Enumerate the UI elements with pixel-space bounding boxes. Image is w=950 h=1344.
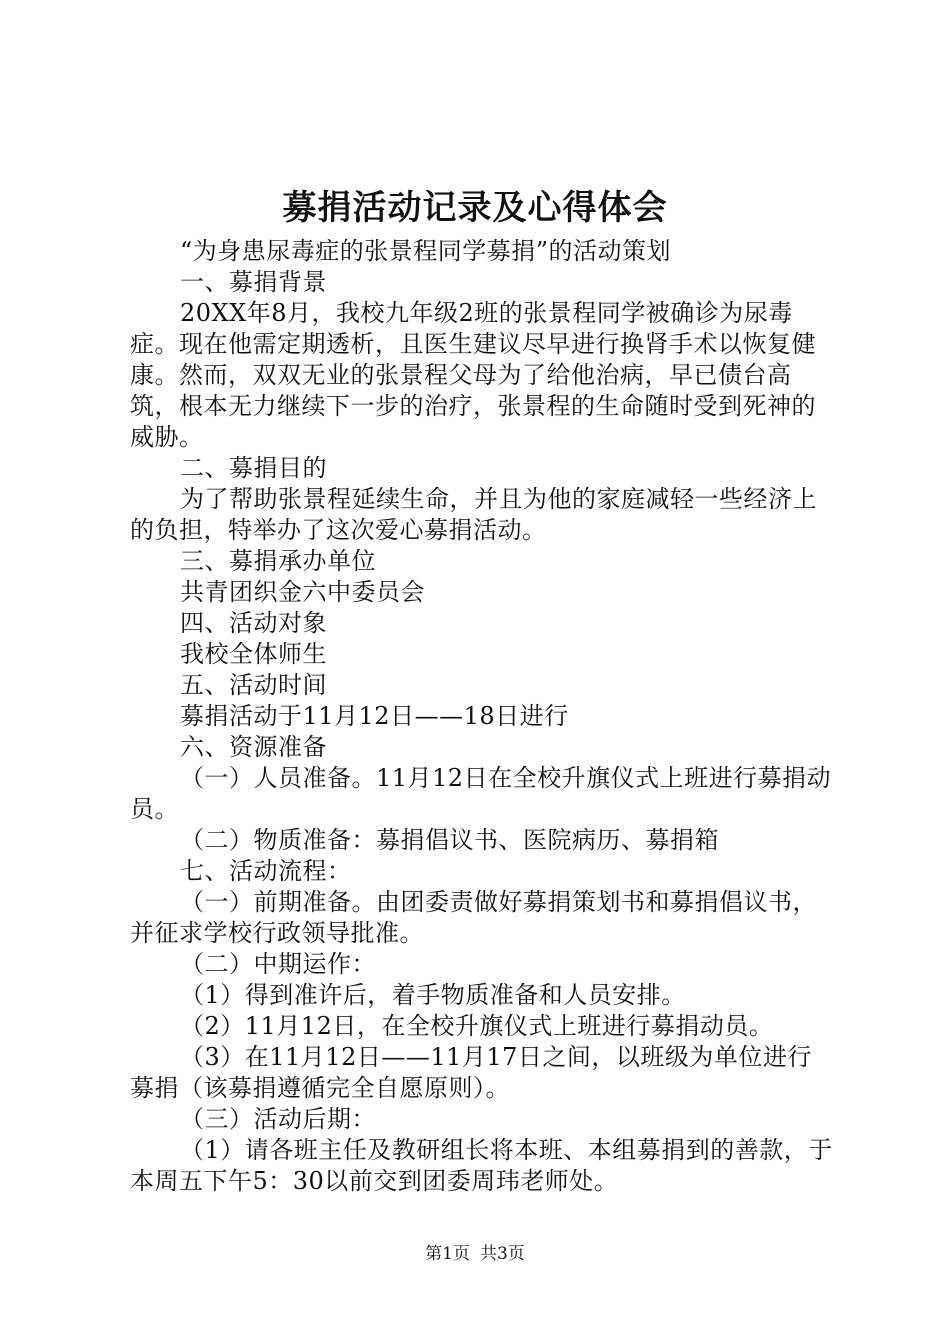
paragraph: （2）11月12日，在全校升旗仪式上班进行募捐动员。	[180, 1012, 774, 1040]
paragraph: （3）在11月12日——11月17日之间，以班级为单位进行募捐（该募捐遵循完全自愿原则）。	[130, 1043, 812, 1102]
section-heading: 七、活动流程：	[180, 857, 352, 885]
document-body	[130, 236, 835, 1197]
paragraph: 募捐活动于11月12日——18日进行	[180, 702, 569, 730]
paragraph: （1）请各班主任及教研组长将本班、本组募捐到的善款，于本周五下午5：30以前交到团委周玮老师处。	[130, 1136, 833, 1195]
document-title: 募捐活动记录及心得体会	[282, 188, 668, 228]
section-heading: 二、募捐目的	[180, 454, 327, 482]
paragraph: 为了帮助张景程延续生命，并且为他的家庭减轻一些经济上的负担，特举办了这次爱心募捐活动。	[130, 485, 817, 544]
page-number: 第1页	[425, 1244, 470, 1264]
paragraph: （二）中期运作：	[180, 950, 376, 978]
section-heading: 五、活动时间	[180, 671, 327, 699]
paragraph: （二）物质准备：募捐倡议书、医院病历、募捐箱	[180, 826, 719, 854]
section-heading: 四、活动对象	[180, 609, 327, 637]
section-heading: 一、募捐背景	[180, 268, 327, 296]
paragraph: （一）前期准备。由团委责做好募捐策划书和募捐倡议书，并征求学校行政领导批准。	[130, 888, 817, 947]
paragraph: “为身患尿毒症的张景程同学募捐”的活动策划	[180, 237, 672, 265]
paragraph: （1）得到准许后，着手物质准备和人员安排。	[180, 981, 686, 1009]
page-footer	[0, 1242, 950, 1266]
page-total: 共3页	[480, 1244, 525, 1264]
paragraph: 20XX年8月，我校九年级2班的张景程同学被确诊为尿毒症。现在他需定期透析，且医生建议尽早进行换肾手术以恢复健康。然而，双双无业的张景程父母为了给他治病，早已债台高筑，根本无力继续下一步的治疗，张景程的生命随时受到死神的威胁。	[130, 299, 816, 451]
section-heading: 六、资源准备	[180, 733, 327, 761]
paragraph: 我校全体师生	[180, 640, 327, 668]
section-heading: 三、募捐承办单位	[180, 547, 376, 575]
paragraph: （三）活动后期：	[180, 1105, 376, 1133]
paragraph: （一）人员准备。11月12日在全校升旗仪式上班进行募捐动员。	[130, 764, 832, 823]
paragraph: 共青团织金六中委员会	[180, 578, 425, 606]
